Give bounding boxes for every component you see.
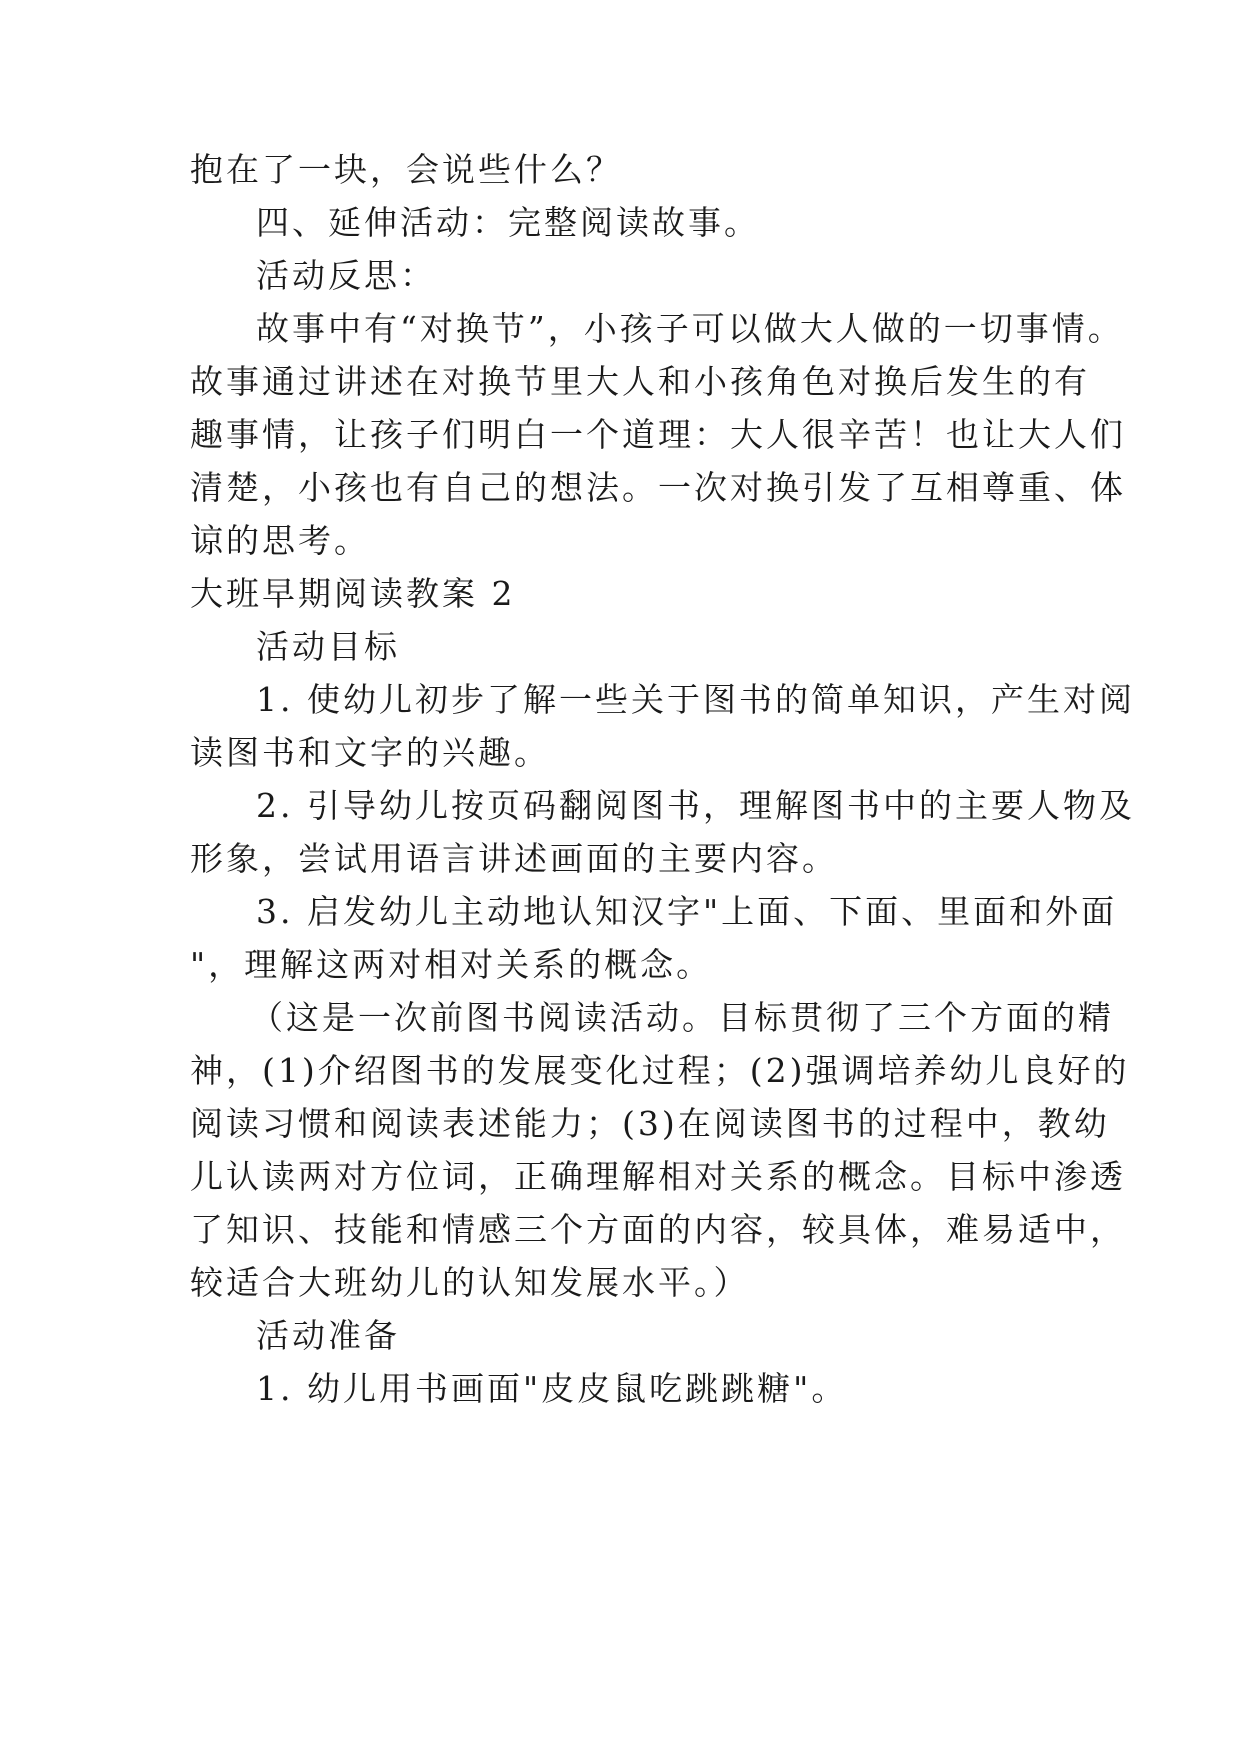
text-line-2: 四、延伸活动：完整阅读故事。: [256, 203, 760, 242]
text-line-16: "，理解这两对相对关系的概念。: [190, 945, 713, 984]
text-line-14: 形象，尝试用语言讲述画面的主要内容。: [190, 839, 838, 878]
text-line-20: 儿认读两对方位词，正确理解相对关系的概念。目标中渗透: [190, 1157, 1126, 1196]
text-line-22: 较适合大班幼儿的认知发展水平。）: [190, 1263, 750, 1302]
section-heading: 大班早期阅读教案 2: [190, 574, 516, 613]
text-line-19: 阅读习惯和阅读表述能力；(3)在阅读图书的过程中，教幼: [190, 1104, 1110, 1143]
text-line-23: 活动准备: [256, 1316, 400, 1355]
text-line-24: 1. 幼儿用书画面"皮皮鼠吃跳跳糖"。: [256, 1369, 848, 1408]
text-line-3: 活动反思：: [256, 256, 436, 295]
text-line-18: 神，(1)介绍图书的发展变化过程；(2)强调培养幼儿良好的: [190, 1051, 1130, 1090]
text-line-10: 活动目标: [256, 627, 400, 666]
text-line-4: 故事中有“对换节”，小孩子可以做大人做的一切事情。: [256, 309, 1124, 348]
text-line-11: 1. 使幼儿初步了解一些关于图书的简单知识，产生对阅: [256, 680, 1135, 719]
text-line-1: 抱在了一块，会说些什么？: [190, 150, 622, 189]
text-line-13: 2. 引导幼儿按页码翻阅图书，理解图书中的主要人物及: [256, 786, 1135, 825]
text-line-21: 了知识、技能和情感三个方面的内容，较具体，难易适中，: [190, 1210, 1126, 1249]
text-line-6: 趣事情，让孩子们明白一个道理：大人很辛苦！也让大人们: [190, 415, 1126, 454]
text-line-17: （这是一次前图书阅读活动。目标贯彻了三个方面的精: [250, 998, 1114, 1037]
text-line-15: 3. 启发幼儿主动地认知汉字"上面、下面、里面和外面: [256, 892, 1118, 931]
text-line-8: 谅的思考。: [190, 521, 370, 560]
text-line-7: 清楚，小孩也有自己的想法。一次对换引发了互相尊重、体: [190, 468, 1126, 507]
text-line-12: 读图书和文字的兴趣。: [190, 733, 550, 772]
text-line-5: 故事通过讲述在对换节里大人和小孩角色对换后发生的有: [190, 362, 1090, 401]
